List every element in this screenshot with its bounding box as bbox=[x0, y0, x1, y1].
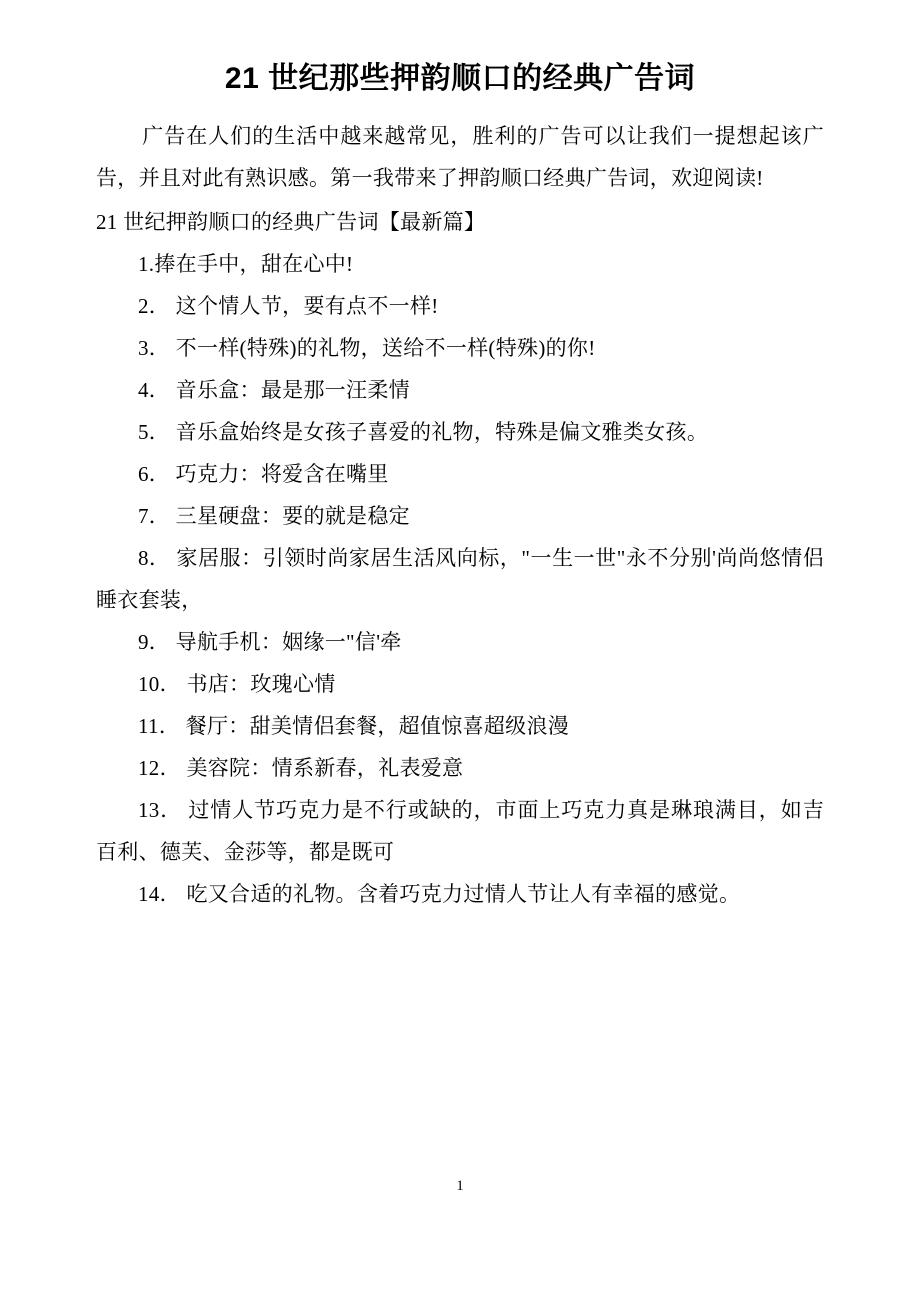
section-heading: 21 世纪押韵顺口的经典广告词【最新篇】 bbox=[96, 210, 486, 234]
list-item: 5． 音乐盒始终是女孩子喜爱的礼物，特殊是偏文雅类女孩。 bbox=[138, 420, 709, 444]
list-item: 11． 餐厅：甜美情侣套餐，超值惊喜超级浪漫 bbox=[138, 714, 570, 738]
list-item: 4． 音乐盒：最是那一汪柔情 bbox=[138, 378, 410, 402]
list-item: 7． 三星硬盘：要的就是稳定 bbox=[138, 504, 410, 528]
list-item: 10． 书店：玫瑰心情 bbox=[138, 672, 336, 696]
list-item: 3． 不一样(特殊)的礼物，送给不一样(特殊)的你! bbox=[138, 336, 596, 360]
list-item: 2． 这个情人节，要有点不一样! bbox=[138, 294, 439, 318]
list-item: 6． 巧克力：将爱含在嘴里 bbox=[138, 462, 389, 486]
list-item: 14． 吃又合适的礼物。含着巧克力过情人节让人有幸福的感觉。 bbox=[138, 882, 741, 906]
list-item: 13． 过情人节巧克力是不行或缺的，市面上巧克力真是琳琅满目，如吉百利、德芙、金莎等，都是既可 bbox=[96, 798, 824, 864]
list-item: 9． 导航手机：姻缘一"信'牵 bbox=[138, 630, 402, 654]
ad-slogan-list bbox=[96, 243, 824, 915]
list-item: 1.捧在手中，甜在心中! bbox=[138, 252, 354, 276]
intro-paragraph: 广告在人们的生活中越来越常见，胜利的广告可以让我们一提想起该广告，并且对此有熟识感。第一我带来了押韵顺口经典广告词，欢迎阅读! bbox=[96, 124, 824, 190]
page-title: 21 世纪那些押韵顺口的经典广告词 bbox=[224, 62, 696, 95]
list-item: 12． 美容院：情系新春，礼表爱意 bbox=[138, 756, 464, 780]
page-number: 1 bbox=[456, 1178, 464, 1194]
list-item: 8． 家居服：引领时尚家居生活风向标，"一生一世"永不分别'尚尚悠情侣睡衣套装， bbox=[96, 546, 824, 612]
document-body bbox=[96, 56, 824, 915]
